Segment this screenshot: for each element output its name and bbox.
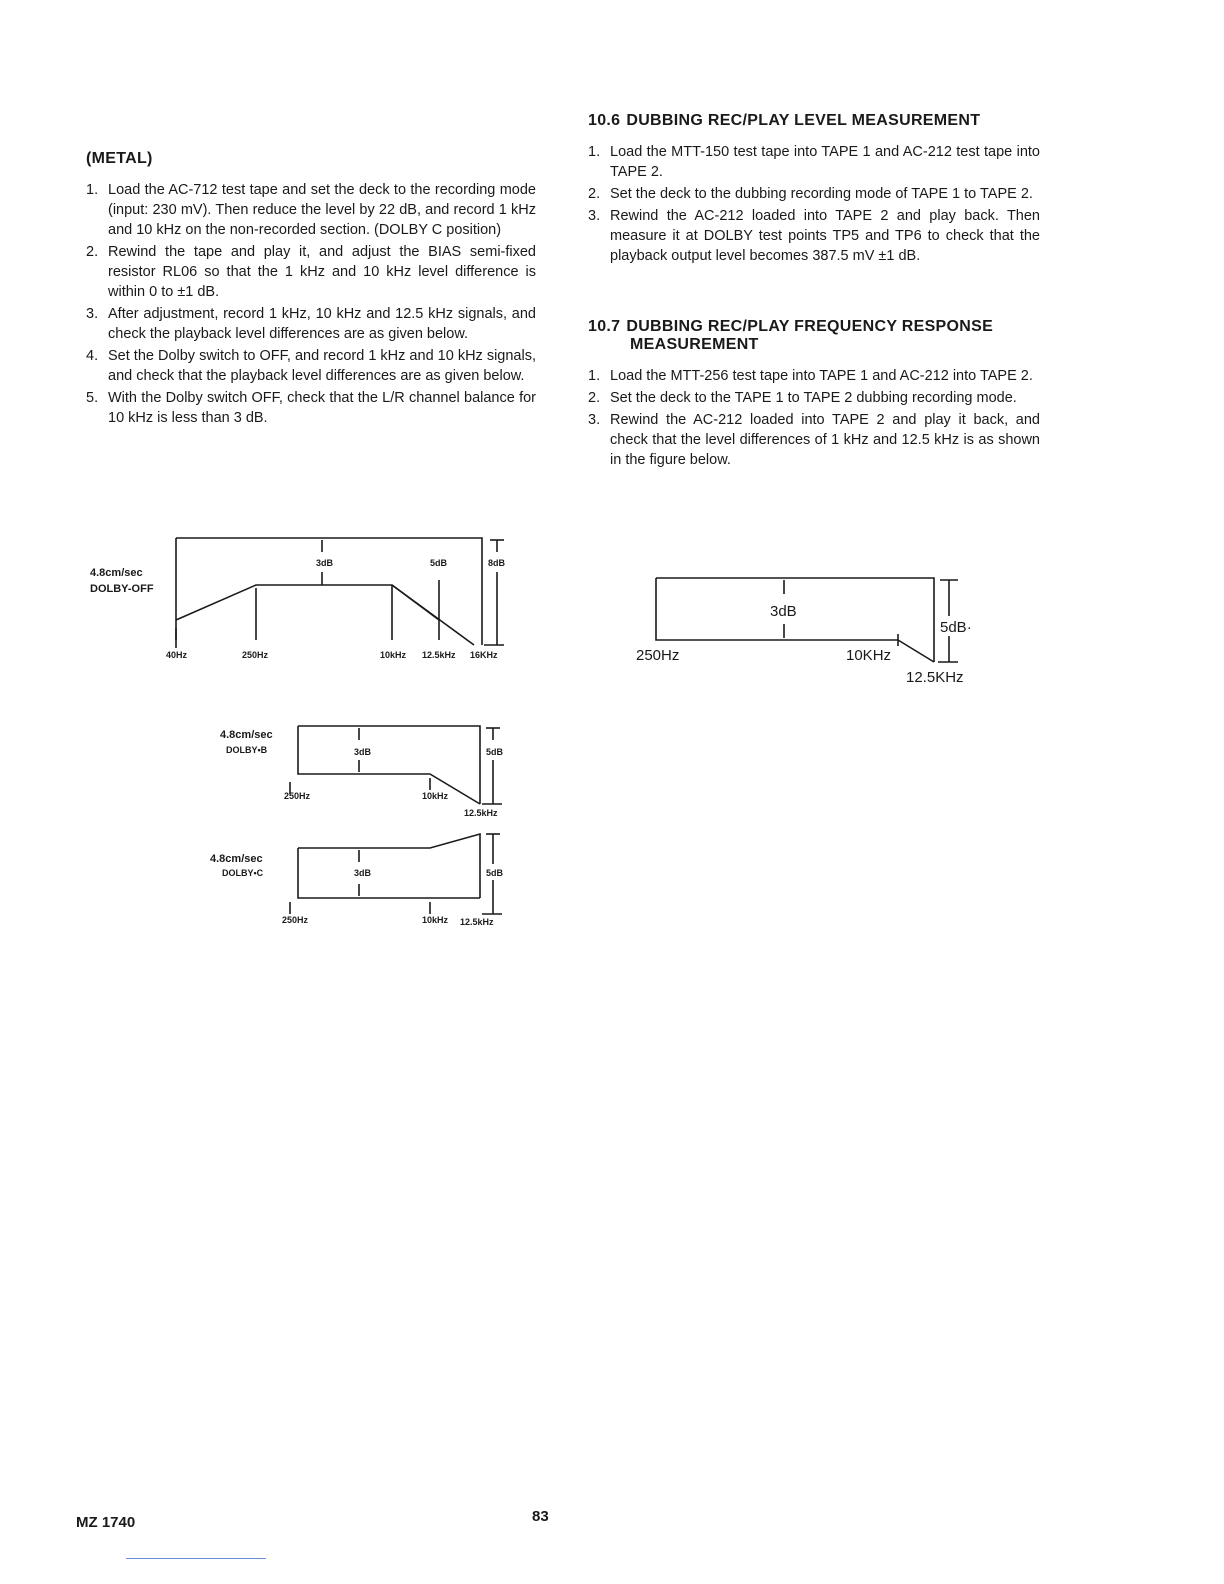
- list-item: 1. Load the MTT-150 test tape into TAPE 1 and AC-212 test tape into TAPE 2.: [588, 144, 1040, 180]
- freq-label: 40Hz: [166, 650, 188, 660]
- freq-label: 250Hz: [636, 647, 680, 664]
- list-item: 1. Load the AC-712 test tape and set the deck to the recording mode (input: 230 mV). Then reduce the level by 22 dB, and record 1 kHz and 10 kHz on the non-recorded section. (DOLBY C position): [86, 182, 536, 238]
- dolby-off-response-figure: [84, 530, 524, 670]
- list-item: 3. Rewind the AC-212 loaded into TAPE 2 and play back. Then measure it at DOLBY test points TP5 and TP6 to check that the playback output level becomes 387.5 mV ±1 dB.: [588, 208, 1040, 264]
- freq-label: 12.5KHz: [906, 669, 964, 686]
- tolerance-label: 3dB: [770, 603, 797, 620]
- tolerance-label: 8dB: [488, 558, 506, 568]
- tolerance-label: 3dB: [354, 747, 372, 757]
- metal-steps: [86, 180, 536, 428]
- dubbing-response-figure: [628, 570, 988, 690]
- upper-limit-curve: [298, 834, 480, 898]
- tolerance-label: 3dB: [316, 558, 334, 568]
- metal-heading: (METAL): [86, 150, 153, 167]
- freq-label: 10kHz: [380, 650, 407, 660]
- freq-label: 10kHz: [422, 915, 449, 925]
- freq-label: 10kHz: [422, 791, 449, 801]
- speed-label: 4.8cm/sec: [90, 567, 143, 579]
- freq-label: 12.5kHz: [460, 917, 494, 927]
- mode-label: DOLBY•B: [226, 745, 268, 755]
- tolerance-label: 3dB: [354, 868, 372, 878]
- list-item: 3. After adjustment, record 1 kHz, 10 kHz and 12.5 kHz signals, and check the playback level differences are as given below.: [86, 306, 536, 342]
- list-item: 4. Set the Dolby switch to OFF, and record 1 kHz and 10 kHz signals, and check that the playback level differences are as given below.: [86, 348, 536, 384]
- freq-label: 10KHz: [846, 647, 892, 664]
- list-item: 1. Load the MTT-256 test tape into TAPE 1 and AC-212 into TAPE 2.: [588, 368, 1033, 384]
- freq-label: 12.5kHz: [464, 808, 498, 818]
- section-10-6-steps: [588, 142, 1040, 266]
- tolerance-label: 5dB: [430, 558, 448, 568]
- box-top-edge: [176, 538, 482, 645]
- lower-limit-curve: [656, 578, 934, 662]
- freq-label: 250Hz: [282, 915, 309, 925]
- tolerance-label: 5dB·: [940, 619, 972, 636]
- freq-label: 16KHz: [470, 650, 498, 660]
- right-column: [588, 112, 1040, 472]
- list-item: 2. Rewind the tape and play it, and adjust the BIAS semi-fixed resistor RL06 so that the 1 kHz and 10 kHz level difference is within 0 to ±1 dB.: [86, 244, 536, 300]
- page-number: 83: [532, 1508, 549, 1525]
- left-column: [86, 150, 536, 430]
- freq-label: 12.5kHz: [422, 650, 456, 660]
- section-10-7-steps: [588, 366, 1040, 470]
- mode-label: DOLBY-OFF: [90, 583, 154, 595]
- tolerance-label: 5dB: [486, 868, 504, 878]
- speed-label: 4.8cm/sec: [220, 729, 273, 741]
- footer-rule: [126, 1558, 266, 1559]
- tolerance-label: 5dB: [486, 747, 504, 757]
- upper-limit-box: [298, 726, 480, 804]
- rolloff-line: [392, 585, 474, 645]
- list-item: 5. With the Dolby switch OFF, check that the L/R channel balance for 10 kHz is less than 3 dB.: [86, 390, 536, 426]
- upper-limit-box: [656, 578, 934, 662]
- model-number: MZ 1740: [76, 1514, 136, 1531]
- section-heading-10-6: 10.6 DUBBING REC/PLAY LEVEL MEASUREMENT: [588, 112, 981, 129]
- freq-label: 250Hz: [242, 650, 269, 660]
- mode-label: DOLBY•C: [222, 868, 264, 878]
- section-heading-10-7: 10.7 DUBBING REC/PLAY FREQUENCY RESPONSE MEASUREMENT: [588, 318, 994, 353]
- list-item: 2. Set the deck to the dubbing recording mode of TAPE 1 to TAPE 2.: [588, 186, 1033, 202]
- list-item: 3. Rewind the AC-212 loaded into TAPE 2 and play it back, and check that the level differences of 1 kHz and 12.5 kHz is as shown in the figure below.: [588, 412, 1040, 468]
- dolby-c-response-figure: [200, 830, 520, 934]
- list-item: 2. Set the deck to the TAPE 1 to TAPE 2 dubbing recording mode.: [588, 390, 1017, 406]
- speed-label: 4.8cm/sec: [210, 853, 263, 865]
- freq-label: 250Hz: [284, 791, 311, 801]
- lower-limit-curve: [298, 726, 480, 804]
- dolby-b-response-figure: [200, 718, 520, 822]
